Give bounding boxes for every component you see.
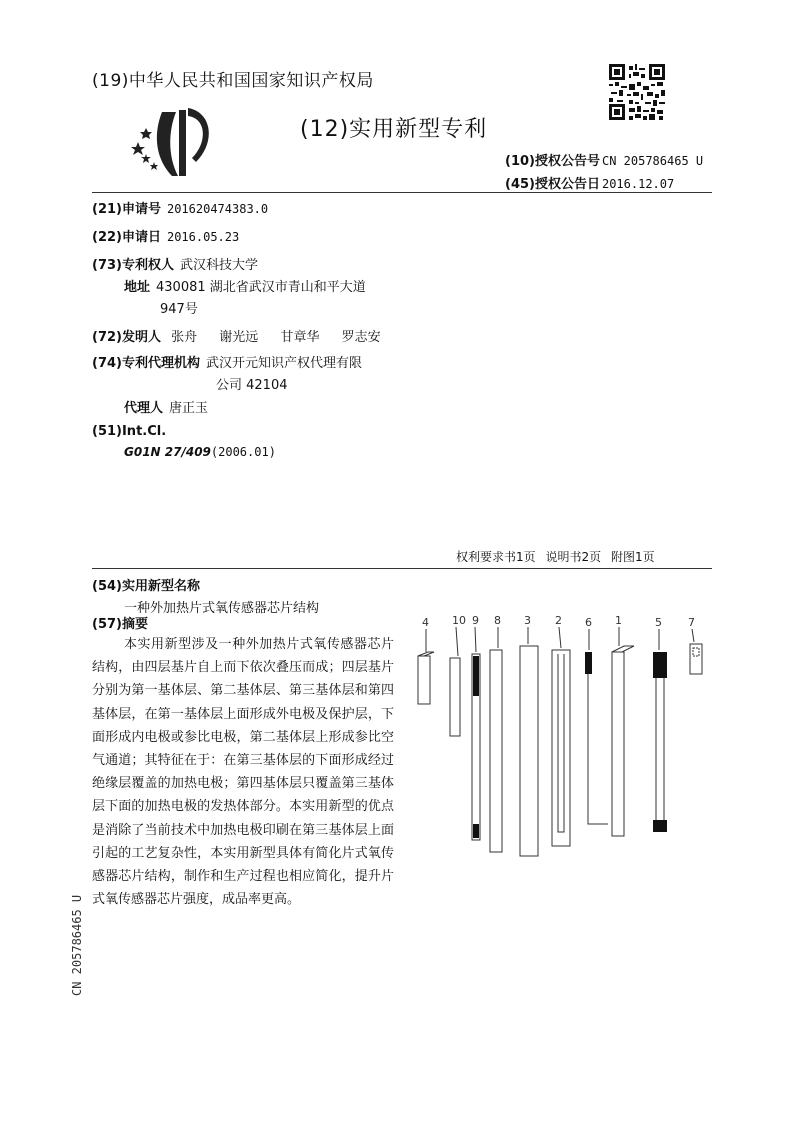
abstract-text: 本实用新型涉及一种外加热片式氧传感器芯片结构，由四层基片自上而下依次叠压而成；四层基片分别为第一基体层、第二基体层、第三基体层和第四基体层，在第一基体层上面形成外电极及保护层，下面形成内电极或参比电极，第二基体层上形成参比空气通道；其特征在于：在第三基体层的下面形成经过绝缘层覆盖的加热电极；第四基体层只覆盖第三基体层下面的加热电极的发热体部分。本实用新型的优点是消除了当前技术中加热电极印刷在第三基体层上面引起的工艺复杂性，本实用新型具体有简化片式氧传感器芯片结构，制作和生产过程也相应简化，提升片式氧传感器芯片强度，成品率更高。 [92,637,394,908]
part-label: 3 [524,614,531,627]
layer-5-pad [653,820,667,832]
part-label: 4 [422,616,429,629]
part-label: 10 [452,614,466,627]
claims-pages: 权利要求书1页 [456,550,536,564]
part-label: 1 [615,614,622,627]
cnipa-logo [124,102,224,182]
inventor-name: 张舟 [171,330,198,345]
application-number [92,198,268,217]
patent-agency-line-1: 武汉开元知识产权代理有限 [205,356,362,371]
layer-8-plate [490,650,502,852]
address [124,276,366,295]
part-label: 9 [472,614,479,627]
layer-10-plate [450,658,460,736]
patent-agency [92,352,362,371]
layer-9-pad [473,824,479,838]
grant-date-value: 2016.12.07 [601,177,675,191]
title-section-label: (54)实用新型名称 [92,579,200,594]
address-line-2: 947号 [160,302,198,317]
exploded-layer-drawing [412,612,712,862]
part-label: 2 [555,614,562,627]
int-cl [92,424,166,439]
drawings-pages: 附图1页 [610,550,655,564]
document-type: (12)实用新型专利 [300,117,488,142]
application-number-label: (21)申请号 [92,202,161,217]
filing-date-label: (22)申请日 [92,230,161,245]
layer-3-plate [520,646,538,856]
patentee-label: (73)专利权人 [92,258,174,273]
ipc-classification [124,445,276,459]
abstract-section-label: (57)摘要 [92,617,148,632]
leader-line [456,627,458,656]
description-pages: 说明书2页 [545,550,602,564]
layer-4-front [418,656,430,704]
layer-4-plate [418,652,434,656]
layer-5-heater-pattern [653,652,667,678]
inventors-label: (72)发明人 [92,330,161,345]
leader-line [475,627,476,652]
layer-1-top [612,646,634,652]
layer-9-electrode-pattern [473,656,479,696]
utility-model-title: 一种外加热片式氧传感器芯片结构 [124,601,320,616]
part-label: 6 [585,616,592,629]
patent-agency-label: (74)专利代理机构 [92,356,200,371]
part-label: 5 [655,616,662,629]
agent [124,397,208,416]
filing-date [92,226,239,245]
side-publication-number [70,894,90,1010]
grant-date-label: (45)授权公告日 [505,177,600,192]
patent-office-name: (19)中华人民共和国国家知识产权局 [92,71,374,91]
application-number-value: 201620474383.0 [166,202,269,216]
patent-agency-line-2: 公司 42104 [216,378,288,393]
leader-line [559,627,561,648]
filing-date-value: 2016.05.23 [166,230,240,244]
layer-6-lead-bottom [588,820,608,824]
grant-date [505,173,674,192]
section-divider [92,568,712,569]
grant-number [505,150,703,169]
inventors [92,326,381,345]
address-label: 地址 [124,280,151,295]
agent-label: 代理人 [124,401,164,416]
ipc-version: (2006.01) [210,445,276,459]
qr-code [609,64,665,120]
address-line-1: 430081 湖北省武汉市青山和平大道 [156,280,366,295]
agent-value: 唐正玉 [169,401,209,416]
leader-line [692,629,694,642]
patentee [92,254,258,273]
grant-number-label: (10)授权公告号 [505,154,600,169]
layer-7-hole [693,648,699,656]
side-publication-number-text: CN 205786465 U [70,894,84,996]
patentee-value: 武汉科技大学 [179,258,258,273]
part-label: 8 [494,614,501,627]
layer-2-plate [552,650,570,846]
int-cl-label: (51)Int.Cl. [92,424,167,439]
page-counts [456,548,655,565]
header-divider [92,192,712,193]
layer-1-plate [612,652,624,836]
inventor-name: 罗志安 [341,330,381,345]
inventor-name: 甘章华 [280,330,320,345]
ipc-class: G01N 27/409 [124,445,211,459]
grant-number-value: CN 205786465 U [601,154,704,168]
inventor-name: 谢光远 [219,330,259,345]
part-label: 7 [688,616,695,629]
layer-6-pad [585,652,592,674]
